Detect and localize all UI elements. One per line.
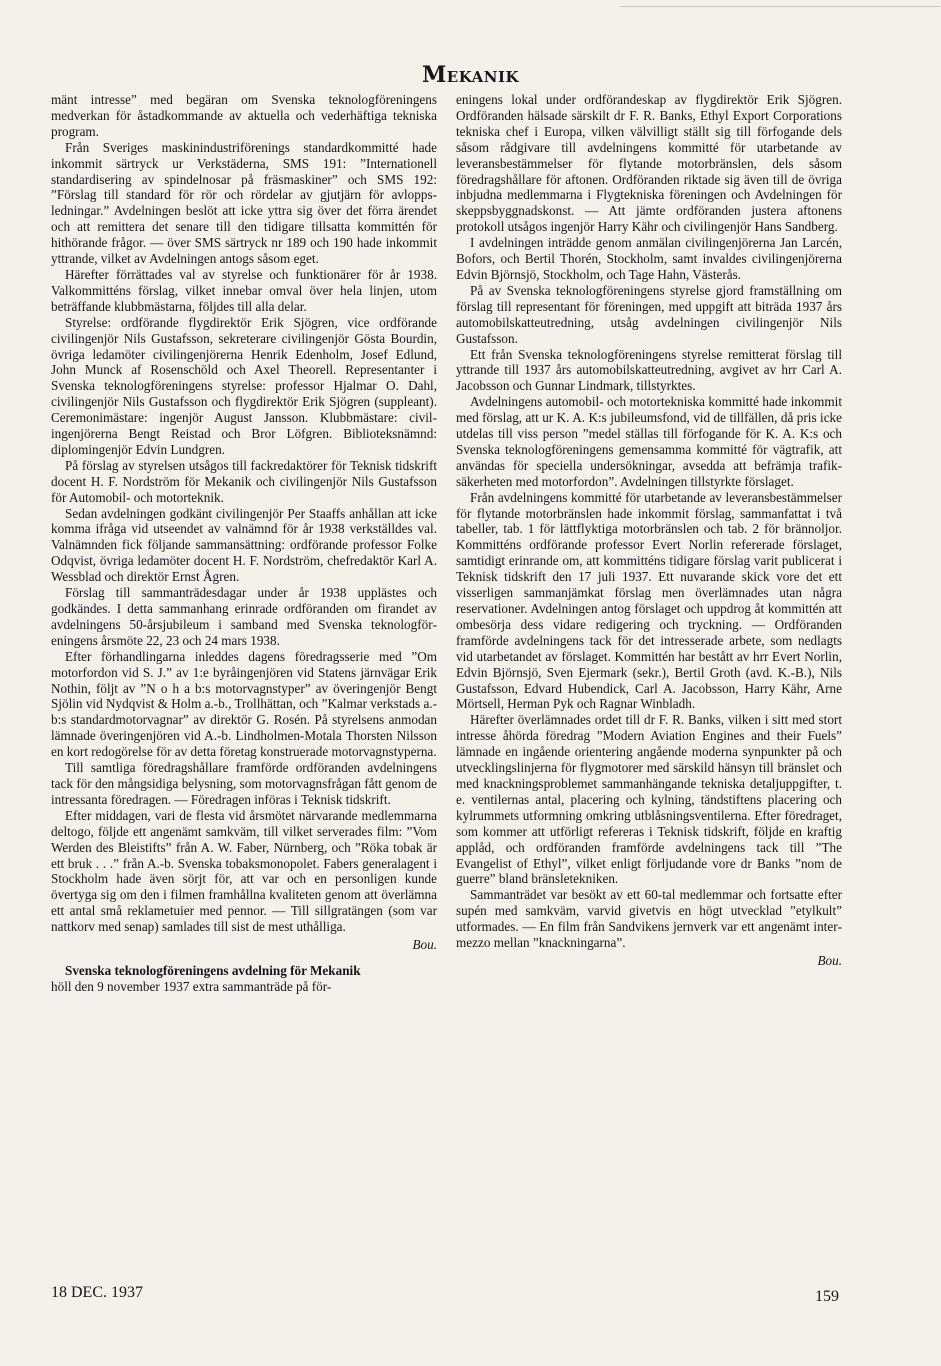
paragraph: Efter middagen, vari de flesta vid årsmötet närvarande medlemmarna deltogo, följde ett angenämt samkväm, till vilket serverades film: ”Vom Werden des Bleistifts” från A. W. Faber, Nürnberg, och ”Röka tobak är ett bruk . . .” från A.-b. Svenska tobaksmonopolet. Fabers generalagent i Stockholm hade även sörjt för, att var och en personligen kunde övertyga sig om den i filmen framhållna kvaliteten genom att överlämna ett antal små reklametuier med pennor. — Till sillgratängen (som var nattkorv med senap) samlades till sist de mest uthålliga.: [51, 807, 437, 935]
paragraph: Efter förhandlingarna inleddes dagens föredragsserie med ”Om motorfordon vid S. J.” av 1:e byråingenjören vid Statens järnvägar Erik Nothin, följt av ”N o h a b:s motorvagnstyper” av överingenjör Bengt Sjölin vid Nydqvist & Holm a.-b., Trollhättan, och ”Kalmar verkstads a.-b:s standardmotorvagnar” av direktör G. Rosén. På styrelsens anmodan lämnade överingenjören vid A.-b. Lindholmen-Motala Thorsten Nilsson en kort redogörelse för av detta företag konstruerade motorvagnstyperna.: [51, 648, 437, 760]
section-title: Mekanik: [421, 62, 520, 88]
page-number: 159: [815, 1288, 839, 1305]
paragraph: Från avdelningens kommitté för utarbetande av leveransbestämmelser för flytande motorbränslen hade inkommit förslag, sammanfattat i två tabeller, tab. 1 för lättflyktiga motorbränslen och tab. 2 för brännoljor. Kommitténs ordförande professor Evert Norlin refererade förslaget, samtidigt erinrande om, att kommitténs tidigare förslag varit publicerat i Teknisk tidskrift den 17 juli 1937. Ett nuvarande skick vore det ett visserligen sammanjämkat förslag men överlämnades utan några reservationer. Avdelningen antog förslaget och uppdrog åt kommittén att ombesörja dess vidare redigering och tryckning. — Ordföranden framförde avdelningens tack för det intresserade arbete, som nedlagts vid utarbetandet av förslaget. Kommittén har bestått av hrr Evert Norlin, Edvin Björnsjö, Sven Ejermark (sekr.), Bertil Groth (avd. K.-B.), Nils Gustafsson, Edvard Hubendick, Carl A. Jacobsson, Harry Kähr, Arne Mörtsell, Herman Pyk och Ragnar Winbladh.: [456, 489, 842, 712]
paragraph: Från Sveriges maskinindustriförenings standardkommitté hade inkommit särtryck ur Verkstäderna, SMS 191: ”Internationell standardisering av spindelnosar på fräsmaskiner” och SMS 192: ”Förslag till standard för rör och rördelar av gjutjärn för avloppsledningar.” Avdelningen beslöt att icke yttra sig över det förra ärendet och att remittera det senare till den tidigare tillsatta kommittén för hithörande frågor. — över SMS särtryck nr 189 och 190 hade inkommit yttrande, vilket av Avdelningen antogs såsom eget.: [51, 139, 437, 267]
paragraph: höll den 9 november 1937 extra sammanträde på för-: [51, 978, 332, 994]
report-heading: Svenska teknologföreningens avdelning för Mekanik: [65, 962, 361, 978]
signature: Bou.: [412, 937, 437, 953]
paragraph: I avdelningen inträdde genom anmälan civilingenjörerna Jan Larcén, Bofors, och Bertil Thorén, Stockholm, samt invaldes civilingenjörerna Edvin Björnsjö, Stockholm, och Tage Hahn, Västerås.: [456, 235, 842, 282]
paragraph: Ett från Svenska teknologföreningens styrelse remitterat förslag till yttrande till 1937 års automobilskatteutredning, avgivet av hrr Carl A. Jacobsson och Gunnar Lindmark, tillstyrktes.: [456, 346, 842, 394]
paragraph: Förslag till sammanträdesdagar under år 1938 upplästes och godkändes. I detta sammanhang erinrade ordföranden om firandet av avdelningens 50-årsjubileum i samband med Svenska teknologföreningens årsmöte 22, 23 och 24 mars 1938.: [51, 585, 437, 648]
paragraph: mänt intresse” med begäran om Svenska teknologföreningens medverkan för åstadkommande av aktuella och vederhäftiga tekniska program.: [51, 92, 437, 139]
paragraph: Till samtliga föredragshållare framförde ordföranden avdelningens tack för den mångsidiga belysning, som motorvagnsfrågan fått genom de intressanta föredragen. — Föredragen införas i Teknisk tidskrift.: [51, 760, 437, 807]
paragraph: Avdelningens automobil- och motortekniska kommitté hade inkommit med förslag, att ur K. A. K:s jubileumsfond, vid de tillfällen, då pris icke utdelas till viss person ”medel ställas till förfogande för K. A. K:s och Svenska teknologföreningens gemensamma kommitté för vägtrafik, att användas för speciella undersökningar, avsedda att befrämja trafiksäkerheten med motorfordon”. Avdelningen tillstyrkte förslaget.: [456, 394, 842, 489]
paragraph: På av Svenska teknologföreningens styrelse gjord framställning om förslag till representant för föreningen, med uppgift att biträda 1937 års automobilskatteutredning, utsåg avdelningen civilingenjör Nils Gustafsson.: [456, 282, 842, 346]
issue-date: 18 DEC. 1937: [51, 1284, 143, 1301]
paragraph: Sammanträdet var besökt av ett 60-tal medlemmar och fortsatte efter supén med samkväm, varvid givetvis en högt utvecklad ”etylkult” utformades. — En film från Sandvikens jernverk var ett angenämt intermezzo mellan ”knackningarna”.: [456, 887, 842, 951]
paragraph: eningens lokal under ordförandeskap av flygdirektör Erik Sjögren. Ordföranden hälsade särskilt dr F. R. Banks, Ethyl Export Corporations tekniska chef i Europa, vilken välvilligt ställt sig till förfogande dels såsom rådgivare till avdelningens kommitté för utarbetande av leveransbestämmelser för flytande motorbränslen, dels såsom föredragshållare för aftonen. Ordföranden riktade sig även till de övriga inbjudna medlemmarna i Flygtekniska föreningen och Avdelningen för skeppsbyggnadskonst. — Att jämte ordföranden justera aftonens protokoll utsågos ingenjör Harry Kähr och civilingenjör Hans Sandberg.: [456, 92, 842, 235]
signature: Bou.: [817, 952, 842, 968]
paragraph: På förslag av styrelsen utsågos till fackredaktörer för Teknisk tidskrift docent H. F. Nordström för Mekanik och civilingenjör Nils Gustafsson för Automobil- och motorteknik.: [51, 457, 437, 505]
right-column: [456, 92, 842, 1272]
left-column: [51, 92, 437, 1272]
top-scan-rule: [620, 6, 940, 7]
paragraph: Sedan avdelningen godkänt civilingenjör Per Staaffs anhållan att icke komma ifråga vid utseendet av valnämnd för år 1938 verkställdes val. Valnämnden fick följande sammansättning: ordförande professor Folke Odqvist, övriga ledamöter docent H. F. Nordström, chefredaktör Karl A. Wessblad och direktör Ernst Ågren.: [51, 505, 437, 585]
paragraph: Härefter förrättades val av styrelse och funktionärer för år 1938. Valkommitténs förslag, vilket innebar omval över hela linjen, utom beträffande klubbmästarna, följdes till alla delar.: [51, 266, 437, 314]
paragraph: Härefter överlämnades ordet till dr F. R. Banks, vilken i sitt med stort intresse åhörda föredrag ”Modern Aviation Engines and their Fuels” lämnade en ingående orientering angående moderna synpunkter på och utvecklingslinjerna för flygmotorer med särskild hänsyn till bränslet och med knackningsproblemet sammanhängande tekniska detaljuppgifter, t. e. ventilernas antal, placering och kylning, tändstiftens placering och kylrummets utformning omkring utblåsningsventilerna. Efter föredraget, som kommer att utförligt refereras i Teknisk tidskrift, följde en kraftig applåd, och ordföranden framförde avdelningens tack till ”The Evangelist of Ethyl”, vilket enligt förljudande vore dr Banks ”nom de guerre” bland bränsletekniken.: [456, 712, 842, 887]
paragraph: Styrelse: ordförande flygdirektör Erik Sjögren, vice ordförande civilingenjör Nils Gustafsson, sekreterare civilingenjör Gösta Bourdin, övriga ledamöter civilingenjörerna Henrik Edenholm, Josef Edlund, John Munck af Rosenschöld och Axel Theorell. Representanter i Svenska teknologföreningens styrelse: professor Hjalmar O. Dahl, civilingenjör Nils Gustafsson och flygdirektör Erik Sjögren (suppleant). Ceremonimästare: ingenjör August Jansson. Klubbmästare: civilingenjörerna Bengt Reistad och Bror Löfgren. Biblioteksnämnd: diplomingenjör Edvin Lundgren.: [51, 314, 437, 457]
